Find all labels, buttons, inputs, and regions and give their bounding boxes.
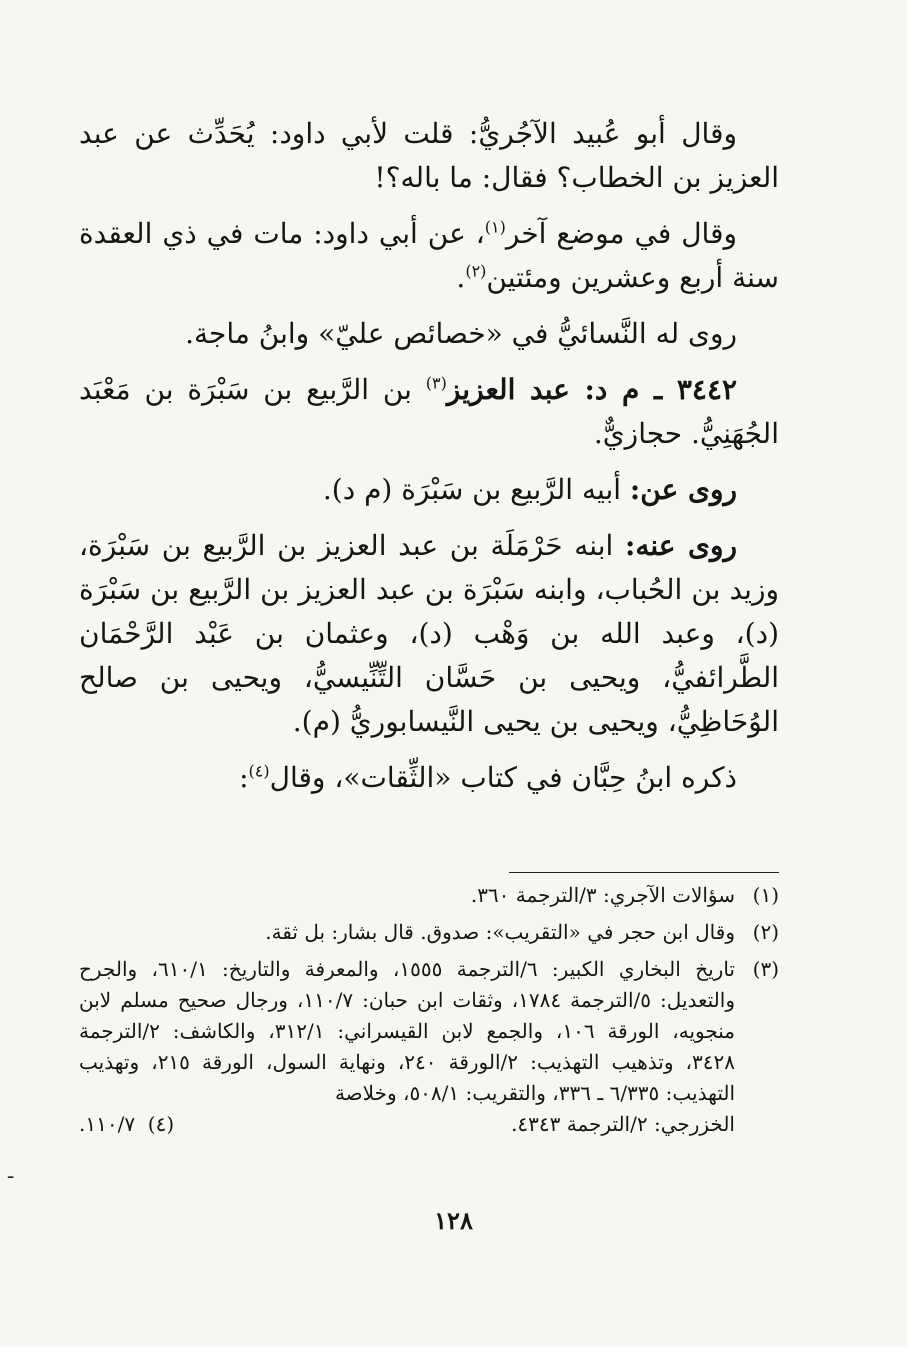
footnote-ref-2: (٢)	[465, 261, 487, 281]
footnote-ref-3: (٣)	[425, 373, 447, 393]
margin-mark: ـ	[8, 1162, 14, 1183]
main-text	[79, 112, 779, 812]
paragraph-ibn-hibban: ذكره ابنُ حِبَّان في كتاب «الثِّقات»، وقال$^{(٤)}$:	[239, 761, 737, 794]
footnote-2: (٢) وقال ابن حجر في «التقريب»: صدوق. قال بشار: بل ثقة.	[265, 920, 779, 944]
footnote-ref-1: (١)	[484, 217, 506, 237]
paragraph-ajurri: وقال أبو عُبيد الآجُريُّ: قلت لأبي داود: يُحَدِّث عن عبد العزيز بن الخطاب؟ فقال: ما باله؟!	[79, 117, 779, 194]
entry-number-title: ٣٤٤٢ ـ م د: عبد العزيز	[446, 373, 738, 406]
footnote-3-4-line: الخزرجي: ٢/الترجمة ٤٣٤٣. (٤) ١١٠/٧.	[79, 1109, 735, 1140]
paragraph-narrated-by: روى له النَّسائيُّ في «خصائص عليّ» وابنُ ماجة.	[185, 317, 737, 350]
page-number: ١٢٨	[434, 1206, 473, 1235]
footnote-4: (٤) ١١٠/٧.	[79, 1112, 175, 1136]
footnote-1: (١) سؤالات الآجري: ٣/الترجمة ٣٦٠.	[470, 883, 779, 907]
paragraph-death-date: وقال في موضع آخر$^{(١)}$، عن أبي داود: مات في ذي العقدة سنة أربع وعشرين ومئتين$^{(٢)}$.	[79, 217, 779, 294]
paragraph-narrators: روى عنه: ابنه حَرْمَلَة بن عبد العزيز بن الرَّبيع بن سَبْرَة، وزيد بن الحُباب، وابنه سَبْرَة بن عبد العزيز بن الرَّبيع بن سَبْرَة (د)، وعبد الله بن وَهْب (د)، وعثمان بن عَبْد الرَّحْمَان الطَّرائفيُّ، ويحيى بن حَسَّان التِّنِّيسيُّ، ويحيى بن صالح الوُحَاظِيُّ، ويحيى بن يحيى النَّيسابوريُّ (م).	[79, 529, 779, 738]
paragraph-narrated-from: روى عن: أبيه الرَّبيع بن سَبْرَة (م د).	[322, 473, 737, 506]
entry-heading-3442: ٣٤٤٢ ـ م د: عبد العزيز$^{(٣)}$ بن الرَّبيع بن سَبْرَة بن مَعْبَد الجُهَنِيُّ. حجازيٌّ.	[79, 373, 779, 450]
footnote-divider	[509, 872, 779, 873]
footnotes	[79, 880, 779, 1146]
footnote-ref-4: (٤)	[248, 761, 270, 781]
footnote-3: (٣) تاريخ البخاري الكبير: ٦/الترجمة ١٥٥٥، والمعرفة والتاريخ: ٦١٠/١، والجرح والتعديل: ٥/الترجمة ١٧٨٤، وثقات ابن حبان: ١١٠/٧، ورجال صحيح مسلم لابن منجويه، الورقة ١٠٦، والجمع لابن القيسراني: ٣١٢/١، والكاشف: ٢/الترجمة ٣٤٢٨، وتذهيب التهذيب: ٢/الورقة ٢٤٠، ونهاية السول، الورقة ٢١٥، وتهذيب التهذيب: ٦/٣٣٥ ـ ٣٣٦، والتقريب: ٥٠٨/١، وخلاصة الخزرجي: ٢/الترجمة ٤٣٤٣. (٤) ١١٠/٧.	[79, 954, 779, 1140]
